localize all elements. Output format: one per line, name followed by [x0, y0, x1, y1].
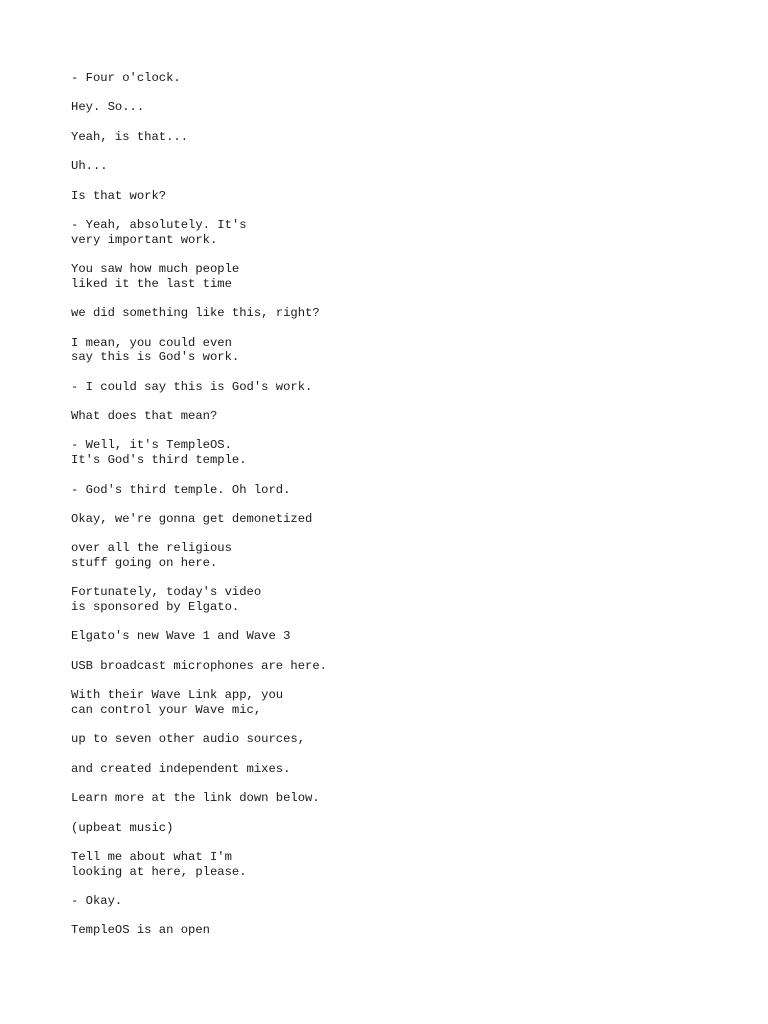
- transcript-line: - God's third temple. Oh lord.: [71, 482, 291, 497]
- transcript-line: and created independent mixes.: [71, 761, 291, 776]
- transcript-paragraph: [71, 380, 691, 395]
- transcript-line: What does that mean?: [71, 409, 218, 424]
- transcript-paragraph: [71, 821, 691, 836]
- transcript-line: USB broadcast microphones are here.: [71, 658, 327, 673]
- transcript-paragraph: [71, 732, 691, 747]
- transcript-line: - Yeah, absolutely. It's: [71, 217, 247, 232]
- transcript-line: up to seven other audio sources,: [71, 732, 306, 747]
- transcript-line: say this is God's work.: [71, 350, 240, 365]
- transcript-paragraph: [71, 541, 691, 570]
- transcript-line: is sponsored by Elgato.: [71, 600, 240, 615]
- transcript-paragraph: [71, 659, 691, 674]
- transcript-paragraph: [71, 438, 691, 467]
- transcript-line: we did something like this, right?: [71, 306, 320, 321]
- transcript-line: very important work.: [71, 232, 218, 247]
- transcript-paragraph: [71, 218, 691, 247]
- transcript-paragraph: [71, 409, 691, 424]
- transcript-line: Okay, we're gonna get demonetized: [71, 511, 313, 526]
- transcript-line: over all the religious: [71, 541, 232, 556]
- transcript-paragraph: [71, 71, 691, 86]
- transcript-line: With their Wave Link app, you: [71, 688, 284, 703]
- transcript-line: TempleOS is an open: [71, 923, 210, 938]
- transcript-line: Learn more at the link down below.: [71, 791, 320, 806]
- transcript-line: Fortunately, today's video: [71, 585, 262, 600]
- transcript-paragraph: [71, 483, 691, 498]
- transcript-line: - I could say this is God's work.: [71, 379, 313, 394]
- transcript-paragraph: [71, 923, 691, 938]
- transcript-paragraph: [71, 585, 691, 614]
- transcript-line: liked it the last time: [71, 276, 232, 291]
- transcript-line: It's God's third temple.: [71, 453, 247, 468]
- transcript-paragraph: [71, 762, 691, 777]
- transcript-line: looking at here, please.: [71, 864, 247, 879]
- transcript-line: Hey. So...: [71, 100, 145, 115]
- transcript-line: Uh...: [71, 159, 108, 174]
- transcript-line: Is that work?: [71, 188, 167, 203]
- transcript-line: Tell me about what I'm: [71, 849, 232, 864]
- transcript-line: Yeah, is that...: [71, 129, 189, 144]
- transcript-line: I mean, you could even: [71, 335, 232, 350]
- transcript-paragraph: [71, 189, 691, 204]
- transcript-page: [71, 71, 691, 953]
- transcript-paragraph: [71, 159, 691, 174]
- transcript-line: Elgato's new Wave 1 and Wave 3: [71, 629, 291, 644]
- transcript-paragraph: [71, 512, 691, 527]
- transcript-paragraph: [71, 850, 691, 879]
- transcript-line: - Four o'clock.: [71, 71, 181, 85]
- transcript-line: can control your Wave mic,: [71, 702, 262, 717]
- transcript-paragraph: [71, 336, 691, 365]
- transcript-paragraph: [71, 262, 691, 291]
- transcript-paragraph: [71, 130, 691, 145]
- transcript-paragraph: [71, 629, 691, 644]
- transcript-paragraph: [71, 688, 691, 717]
- transcript-paragraph: [71, 100, 691, 115]
- transcript-paragraph: [71, 894, 691, 909]
- transcript-paragraph: [71, 306, 691, 321]
- transcript-line: - Well, it's TempleOS.: [71, 438, 232, 453]
- transcript-line: (upbeat music): [71, 820, 174, 835]
- transcript-line: - Okay.: [71, 894, 123, 908]
- transcript-paragraph: [71, 791, 691, 806]
- transcript-line: stuff going on here.: [71, 555, 218, 570]
- transcript-line: You saw how much people: [71, 262, 240, 277]
